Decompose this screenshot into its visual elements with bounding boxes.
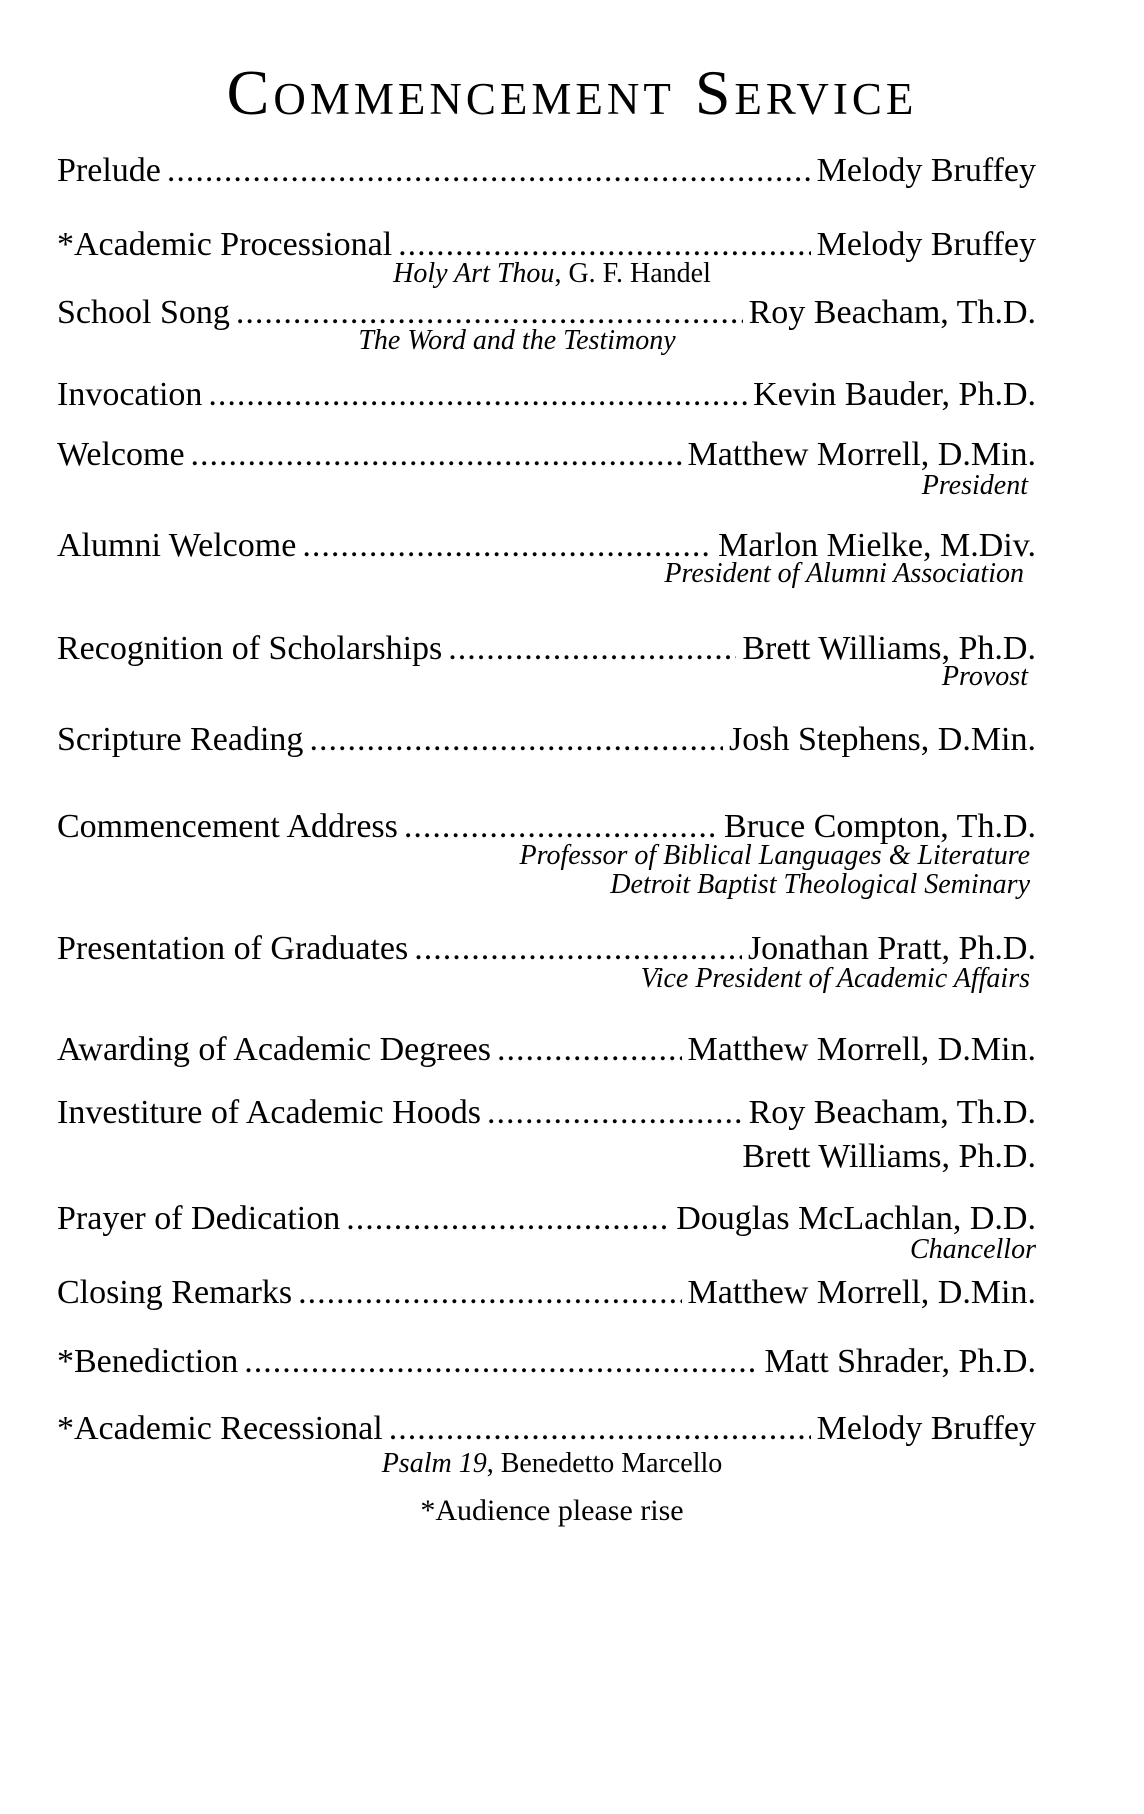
dot-leader xyxy=(208,376,747,414)
item-role: Alumni Welcome xyxy=(57,527,297,564)
item-person: Melody Bruffey xyxy=(816,1410,1036,1447)
item-person: Matthew Morrell, D.Min. xyxy=(687,1274,1036,1311)
program-item-awarding-of-academic-degrees xyxy=(57,1031,1036,1075)
page-title: Commencement Service xyxy=(226,57,918,128)
item-role: Welcome xyxy=(57,436,185,473)
item-person-2: Brett Williams, Ph.D. xyxy=(742,1138,1036,1175)
item-role: Prayer of Dedication xyxy=(57,1200,341,1237)
dot-leader xyxy=(346,1200,670,1238)
item-role: School Song xyxy=(57,294,230,331)
dot-leader xyxy=(309,721,723,759)
music-title: The Word and the Testimony xyxy=(358,325,676,356)
dot-leader xyxy=(298,1274,681,1312)
item-role: Recognition of Scholarships xyxy=(57,630,443,667)
program-item-welcome xyxy=(57,436,1036,480)
music-composer: , G. F. Handel xyxy=(554,258,711,289)
music-composer: , Benedetto Marcello xyxy=(486,1448,723,1479)
program-item-closing-remarks xyxy=(57,1274,1036,1318)
music-title: Holy Art Thou xyxy=(393,258,555,289)
item-role: Closing Remarks xyxy=(57,1274,293,1311)
dot-leader xyxy=(487,1094,743,1132)
item-person: Roy Beacham, Th.D. xyxy=(748,1094,1036,1131)
item-role: Commencement Address xyxy=(57,808,398,845)
item-person: Melody Bruffey xyxy=(816,226,1036,263)
item-person: Brett Williams, Ph.D. xyxy=(742,630,1036,667)
program-item-investiture-of-academic-hoods xyxy=(57,1094,1036,1138)
music-credit xyxy=(0,1448,1104,1480)
item-person: Roy Beacham, Th.D. xyxy=(748,294,1036,331)
item-role: Investiture of Academic Hoods xyxy=(57,1094,481,1131)
item-person: Marlon Mielke, M.Div. xyxy=(718,527,1036,564)
item-role: Prelude xyxy=(57,152,161,189)
program-item-scripture-reading xyxy=(57,721,1036,765)
item-subtitle: President of Alumni Association xyxy=(664,558,1024,589)
program-item-benediction xyxy=(57,1343,1036,1387)
dot-leader xyxy=(244,1343,758,1381)
item-person: Jonathan Pratt, Ph.D. xyxy=(747,930,1036,967)
item-role: *Benediction xyxy=(57,1343,239,1380)
dot-leader xyxy=(302,527,712,565)
item-person: Josh Stephens, D.Min. xyxy=(729,721,1036,758)
item-subtitle: President xyxy=(921,470,1028,501)
dot-leader xyxy=(497,1031,682,1069)
dot-leader xyxy=(167,152,811,190)
item-subtitle: Professor of Biblical Languages & Literature xyxy=(519,840,1030,871)
item-role: *Academic Recessional xyxy=(57,1410,383,1447)
dot-leader xyxy=(191,436,682,474)
item-role: Invocation xyxy=(57,376,203,413)
item-person: Douglas McLachlan, D.D. xyxy=(676,1200,1036,1237)
footer-note: *Audience please rise xyxy=(420,1494,684,1527)
item-subtitle: Vice President of Academic Affairs xyxy=(640,963,1030,994)
item-person: Matthew Morrell, D.Min. xyxy=(687,1031,1036,1068)
item-person: Kevin Bauder, Ph.D. xyxy=(753,376,1036,413)
item-role: Awarding of Academic Degrees xyxy=(57,1031,491,1068)
dot-leader xyxy=(448,630,736,668)
item-person: Bruce Compton, Th.D. xyxy=(724,808,1036,845)
item-role: Scripture Reading xyxy=(57,721,304,758)
item-subtitle: Provost xyxy=(941,661,1028,692)
program-item-prayer-of-dedication xyxy=(57,1200,1036,1244)
music-title: Psalm 19 xyxy=(381,1448,487,1479)
item-person: Matt Shrader, Ph.D. xyxy=(764,1343,1036,1380)
item-role: Presentation of Graduates xyxy=(57,930,409,967)
program-item-recognition-of-scholarships xyxy=(57,630,1036,674)
item-subtitle-2: Detroit Baptist Theological Seminary xyxy=(610,869,1030,900)
music-credit xyxy=(0,258,1104,290)
item-person: Matthew Morrell, D.Min. xyxy=(687,436,1036,473)
item-role: *Academic Processional xyxy=(57,226,393,263)
program-item-prelude xyxy=(57,152,1036,196)
dot-leader xyxy=(389,1410,811,1448)
program-item-invocation xyxy=(57,376,1036,420)
item-subtitle: Chancellor xyxy=(910,1234,1036,1265)
item-person: Melody Bruffey xyxy=(816,152,1036,189)
